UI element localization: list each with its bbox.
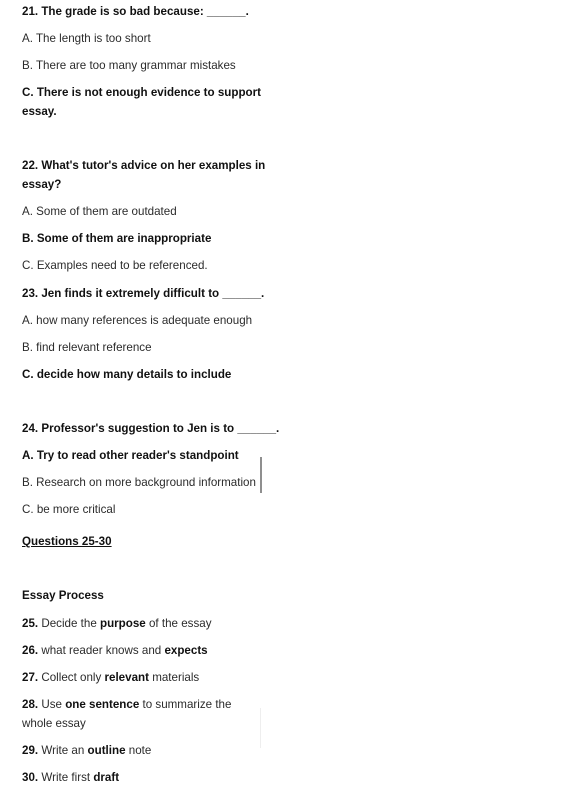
item-number: 30.	[22, 771, 39, 784]
q21-option-c: C. There is not enough evidence to support	[22, 86, 261, 99]
item-text: Write first	[38, 771, 94, 784]
q23-option-c: C. decide how many details to include	[22, 368, 232, 381]
q24-option-c: C. be more critical	[22, 503, 116, 516]
essay-process-item	[22, 697, 231, 713]
item-text-after: to summarize the	[139, 698, 232, 711]
q21-option-a: A. The length is too short	[22, 32, 151, 45]
essay-process-item	[22, 743, 151, 759]
q23-question: 23. Jen finds it extremely difficult to ______.	[22, 287, 265, 300]
item-keyword: relevant	[104, 671, 149, 684]
q21-option-c-continued: essay.	[22, 105, 57, 118]
q22-option-c: C. Examples need to be referenced.	[22, 259, 208, 272]
section-heading: Questions 25-30	[22, 535, 112, 548]
q22-option-a: A. Some of them are outdated	[22, 205, 177, 218]
item-number: 27.	[22, 671, 39, 684]
item-keyword: draft	[93, 771, 120, 784]
essay-process-title: Essay Process	[22, 589, 104, 602]
item-text-after: note	[125, 744, 152, 757]
scrollbar-thumb[interactable]	[260, 457, 262, 493]
q21-option-b: B. There are too many grammar mistakes	[22, 59, 236, 72]
item-number: 28.	[22, 698, 39, 711]
q22-question-continued: essay?	[22, 178, 62, 191]
item-text: Decide the	[38, 617, 100, 630]
scrollbar-track	[260, 708, 261, 748]
q23-option-a: A. how many references is adequate enough	[22, 314, 253, 327]
item-number: 25.	[22, 617, 39, 630]
item-keyword: purpose	[100, 617, 146, 630]
q24-question: 24. Professor's suggestion to Jen is to ______.	[22, 422, 280, 435]
item-number: 29.	[22, 744, 39, 757]
q23-option-b: B. find relevant reference	[22, 341, 152, 354]
q22-option-b: B. Some of them are inappropriate	[22, 232, 212, 245]
essay-process-item	[22, 616, 212, 632]
q22-question: 22. What's tutor's advice on her examples in	[22, 159, 266, 172]
item-keyword: expects	[164, 644, 208, 657]
essay-process-item-continued	[22, 716, 86, 732]
essay-process-item	[22, 643, 208, 659]
q24-option-a: A. Try to read other reader's standpoint	[22, 449, 239, 462]
item-text: Write an	[38, 744, 88, 757]
q21-question: 21. The grade is so bad because: ______.	[22, 5, 249, 18]
essay-process-item	[22, 770, 119, 786]
item-text: Use	[38, 698, 66, 711]
item-text: Collect only	[38, 671, 105, 684]
item-number: 26.	[22, 644, 39, 657]
item-keyword: one sentence	[65, 698, 140, 711]
item-text-after: of the essay	[145, 617, 212, 630]
q24-option-b: B. Research on more background information	[22, 476, 256, 489]
essay-process-item	[22, 670, 199, 686]
item-text-after: materials	[148, 671, 200, 684]
item-text: what reader knows and	[38, 644, 165, 657]
item-text: whole essay	[22, 717, 86, 730]
item-keyword: outline	[87, 744, 126, 757]
